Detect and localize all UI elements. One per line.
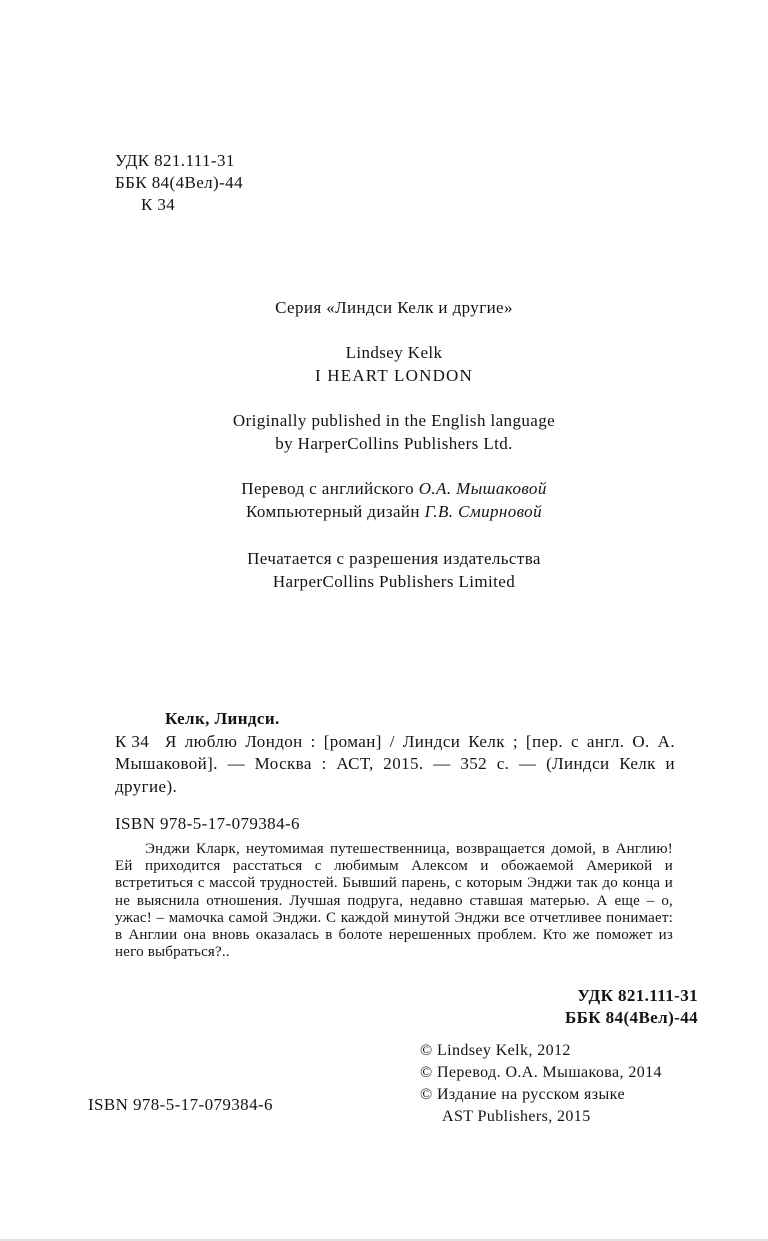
annotation-paragraph: Энджи Кларк, неутомимая путешественница, возвращается домой, в Англию! Ей приходится расстаться с любимым Алексом и обожаемой Америкой и встретиться с массой трудностей. Бывший парень, с которым Энджи так до конца и не выяснила отношения. Лучшая подруга, недавно ставшая матерью. А еще – о, ужас! – мамочка самой Энджи. С каждой минутой Энджи все отчетливее понимает: в Англии она вновь оказалась в болоте нерешенных проблем. Кто же поможет из него выбраться?.. xyxy=(115,841,673,961)
copyright-line-publisher: AST Publishers, 2015 xyxy=(442,1108,591,1125)
original-publication-line1: Originally published in the English language xyxy=(232,411,556,430)
catalog-entry xyxy=(115,708,675,798)
catalog-k-code: К 34 xyxy=(115,731,150,751)
series-line: Серия «Линдси Келк и другие» xyxy=(275,298,513,317)
permission-line2: HarperCollins Publishers Limited xyxy=(272,572,516,591)
series-block xyxy=(108,296,680,319)
copyright-block xyxy=(420,1040,662,1128)
design-credit xyxy=(108,500,680,523)
catalog-isbn: ISBN 978-5-17-079384-6 xyxy=(115,814,300,833)
udk-code: УДК 821.111-31 xyxy=(115,151,235,170)
original-publication-line2: by HarperCollins Publishers Ltd. xyxy=(275,434,513,453)
copyright-line-translation: © Перевод. О.А. Мышакова, 2014 xyxy=(420,1064,662,1081)
designer-name: Г.В. Смирновой xyxy=(424,502,542,521)
permission-line1: Печатается с разрешения издательства xyxy=(247,549,541,568)
translation-label: Перевод с английского xyxy=(241,479,415,498)
k34-code: К 34 xyxy=(141,195,176,214)
top-bibliographic-codes xyxy=(115,150,243,216)
catalog-body xyxy=(115,731,675,799)
bottom-bibliographic-codes xyxy=(565,985,698,1029)
bottom-bbk-code: ББК 84(4Вел)-44 xyxy=(565,1008,698,1027)
copyright-line-author: © Lindsey Kelk, 2012 xyxy=(420,1042,571,1059)
bbk-code: ББК 84(4Вел)-44 xyxy=(115,173,243,192)
credits-block xyxy=(108,477,680,523)
catalog-description: Я люблю Лондон : [роман] / Линдси Келк ; [пер. с англ. О. А. Мышаковой]. — Москва : АСТ, 2015. — 352 с. — (Линдси Келк и другие). xyxy=(115,731,675,796)
design-label: Компьютерный дизайн xyxy=(246,502,420,521)
translator-name: О.А. Мышаковой xyxy=(418,479,547,498)
copyright-line-edition: © Издание на русском языке xyxy=(420,1086,625,1103)
catalog-author-heading: Келк, Линдси. xyxy=(165,709,280,728)
original-title: I HEART LONDON xyxy=(314,366,474,385)
bottom-udk-code: УДК 821.111-31 xyxy=(577,986,698,1005)
isbn-bottom: ISBN 978-5-17-079384-6 xyxy=(88,1095,273,1114)
original-publication-block xyxy=(108,409,680,455)
original-author: Lindsey Kelk xyxy=(345,343,443,362)
translation-credit xyxy=(108,477,680,500)
permission-block xyxy=(108,547,680,593)
title-block xyxy=(108,341,680,387)
